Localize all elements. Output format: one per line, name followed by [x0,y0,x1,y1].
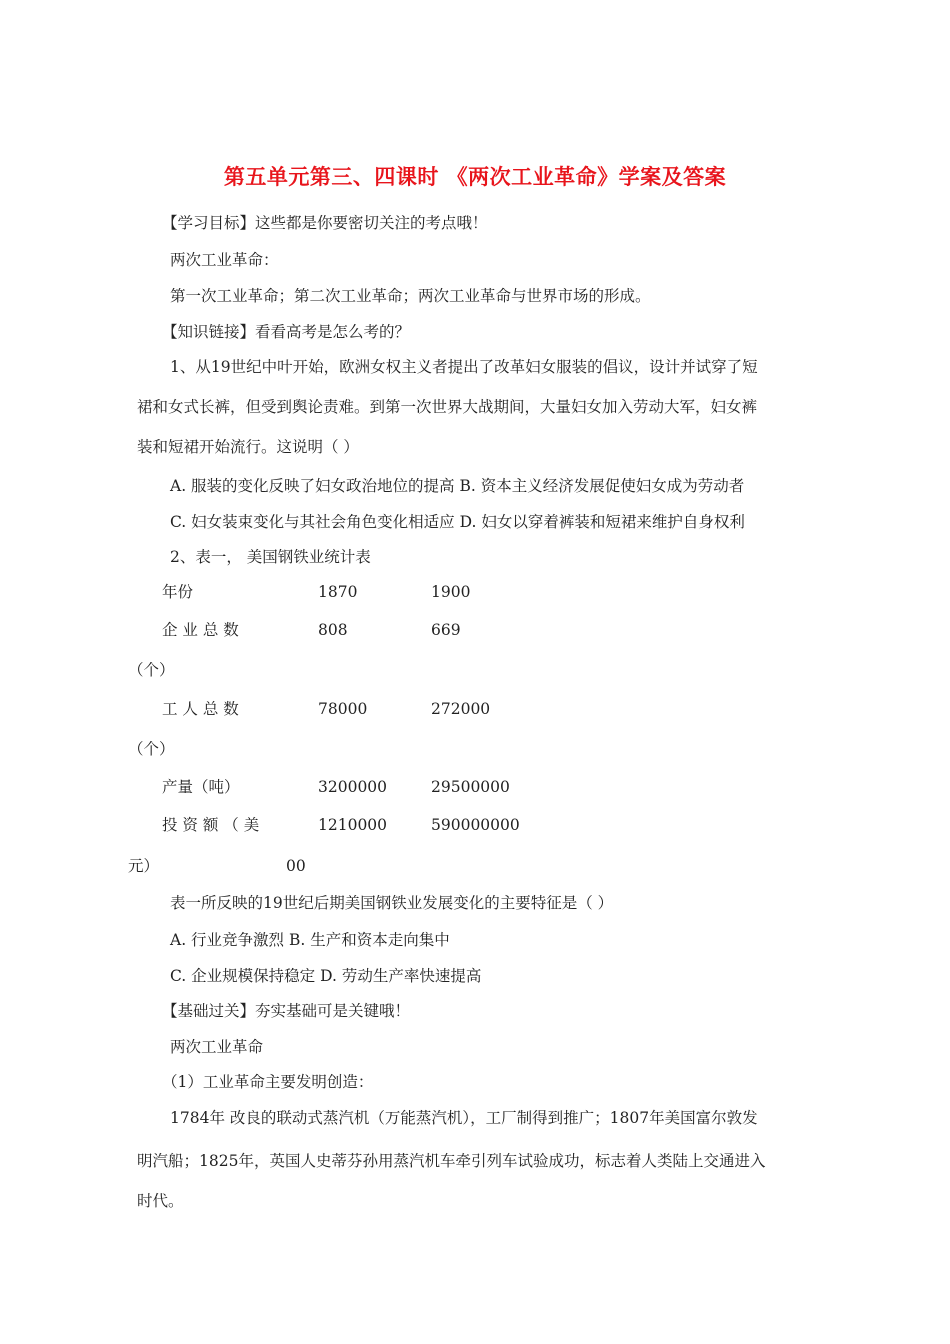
q1-options-cd: C. 妇女装束变化与其社会角色变化相适应 D. 妇女以穿着裤装和短裙来维护自身权利 [170,513,745,531]
goal-line-1: 两次工业革命： [170,251,279,269]
basic-line-2: （1）工业革命主要发明创造： [162,1073,374,1091]
table-row-unit: 元） [128,857,160,875]
basic-para-line-3: 时代。 [137,1192,184,1210]
table-cell: 590000000 [431,816,520,834]
table-cell: 272000 [431,700,491,718]
knowledge-link-heading: 【知识链接】看看高考是怎么考的？ [162,323,411,341]
q1-options-ab: A. 服装的变化反映了妇女政治地位的提高 B. 资本主义经济发展促使妇女成为劳动者 [170,477,745,495]
q2-options-ab: A. 行业竞争激烈 B. 生产和资本走向集中 [170,931,450,949]
q1-line-1: 1、从19世纪中叶开始，欧洲女权主义者提出了改革妇女服装的倡议，设计并试穿了短 [170,358,758,376]
q2-question: 表一所反映的19世纪后期美国钢铁业发展变化的主要特征是（ ） [170,894,614,912]
table-row-unit: （个） [128,661,175,679]
table-cell: 1210000 [318,816,388,834]
basic-para-line-2: 明汽船；1825年，英国人史蒂芬孙用蒸汽机车牵引列车试验成功，标志着人类陆上交通进入 [137,1152,766,1170]
table-row-label: 工 人 总 数 [162,700,239,718]
table-cell: 669 [431,621,461,639]
table-row-label: 企 业 总 数 [162,621,239,639]
basic-heading: 【基础过关】夯实基础可是关键哦！ [162,1002,411,1020]
q2-options-cd: C. 企业规模保持稳定 D. 劳动生产率快速提高 [170,967,482,985]
table-row-label: 投 资 额 （ 美 [162,816,260,834]
table-row-label: 产量（吨） [162,778,240,796]
learning-goal-heading: 【学习目标】这些都是你要密切关注的考点哦！ [162,214,488,232]
basic-para-line-1: 1784年 改良的联动式蒸汽机（万能蒸汽机），工厂制得到推广；1807年美国富尔敦发 [170,1109,758,1127]
q2-intro: 2、表一， 美国钢铁业统计表 [170,548,371,566]
goal-line-2: 第一次工业革命；第二次工业革命；两次工业革命与世界市场的形成。 [170,287,651,305]
table-cell: 808 [318,621,348,639]
table-cell: 29500000 [431,778,510,796]
table-cell: 3200000 [318,778,388,796]
basic-line-1: 两次工业革命 [170,1038,264,1056]
table-header-1900: 1900 [431,583,471,601]
q1-line-3: 装和短裙开始流行。这说明（ ） [137,438,359,456]
table-cell: 78000 [318,700,368,718]
table-row-unit: （个） [128,740,175,758]
page-title: 第五单元第三、四课时 《两次工业革命》学案及答案 [223,165,727,189]
table-cell-wrap: 00 [286,857,306,875]
table-header-1870: 1870 [318,583,358,601]
q1-line-2: 裙和女式长裤，但受到舆论责难。到第一次世界大战期间，大量妇女加入劳动大军，妇女裤 [137,398,758,416]
table-header-year: 年份 [162,583,194,601]
